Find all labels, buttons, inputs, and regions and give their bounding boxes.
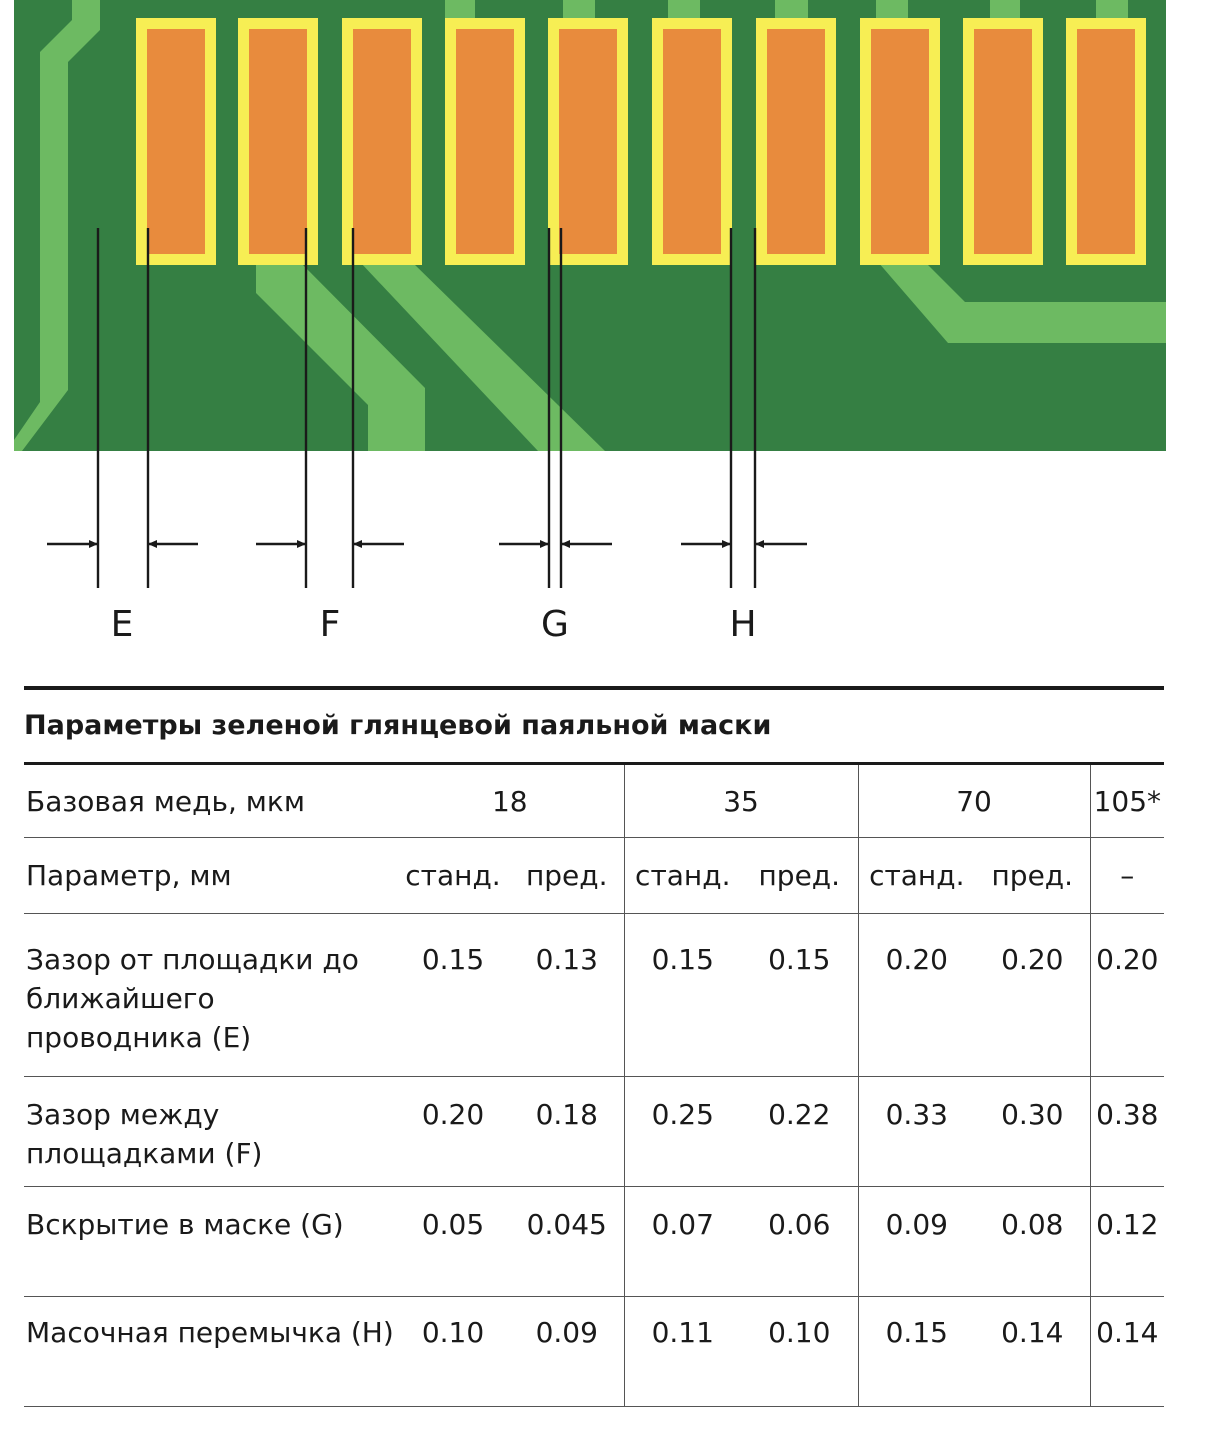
cell: 0.07	[624, 1187, 741, 1297]
cell: 0.09	[510, 1297, 624, 1407]
copper-pad	[663, 29, 721, 254]
arrowhead	[561, 540, 570, 548]
cell: 0.10	[396, 1297, 510, 1407]
lim-35: пред.	[741, 838, 858, 914]
cell: 0.15	[741, 914, 858, 1077]
table-row	[24, 914, 1164, 1077]
cell: 0.08	[975, 1187, 1090, 1297]
arrowhead	[540, 540, 549, 548]
solder-pad	[1066, 18, 1146, 265]
cell: 0.15	[858, 1297, 975, 1407]
solder-pad	[548, 18, 628, 265]
copper-pad	[147, 29, 205, 254]
copper-pad	[456, 29, 514, 254]
cell: 0.18	[510, 1077, 624, 1187]
table-row	[24, 1297, 1164, 1407]
dimension-label-g: G	[541, 604, 569, 645]
cell: 0.25	[624, 1077, 741, 1187]
cell: 0.11	[624, 1297, 741, 1407]
solder-mask-parameters	[24, 686, 1164, 1407]
cell: 0.20	[396, 1077, 510, 1187]
solder-pad	[963, 18, 1043, 265]
solder-pad	[756, 18, 836, 265]
row-name: Зазор от площадки до ближайшего проводника (E)	[24, 914, 396, 1077]
base-copper-row	[24, 765, 1164, 838]
solder-pad	[445, 18, 525, 265]
copper-pad	[353, 29, 411, 254]
dimension-label-f: F	[319, 604, 341, 645]
cell: 0.15	[396, 914, 510, 1077]
solder-pad	[342, 18, 422, 265]
param-header-row	[24, 838, 1164, 914]
row-name: Масочная перемычка (H)	[24, 1297, 396, 1407]
copper-105: 105*	[1090, 765, 1164, 838]
cell: 0.12	[1090, 1187, 1164, 1297]
copper-pad	[559, 29, 617, 254]
lim-18: пред.	[510, 838, 624, 914]
cell: 0.10	[741, 1297, 858, 1407]
copper-18: 18	[491, 784, 528, 818]
copper-35: 35	[624, 765, 858, 838]
solder-pad	[652, 18, 732, 265]
base-copper-label: Базовая медь, мкм	[26, 784, 305, 818]
cell: 0.13	[510, 914, 624, 1077]
arrowhead	[89, 540, 98, 548]
std-70: станд.	[858, 838, 975, 914]
dash-105: –	[1090, 838, 1164, 914]
cell: 0.15	[624, 914, 741, 1077]
arrowhead	[353, 540, 362, 548]
copper-pad	[767, 29, 825, 254]
table-row	[24, 1187, 1164, 1297]
param-label: Параметр, мм	[24, 838, 396, 914]
copper-pad	[249, 29, 307, 254]
cell: 0.14	[1090, 1297, 1164, 1407]
cell: 0.30	[975, 1077, 1090, 1187]
cell: 0.06	[741, 1187, 858, 1297]
row-name: Зазор между площадками (F)	[24, 1077, 396, 1187]
table-row	[24, 1077, 1164, 1187]
cell: 0.14	[975, 1297, 1090, 1407]
solder-pad	[238, 18, 318, 265]
copper-pad	[1077, 29, 1135, 254]
arrowhead	[722, 540, 731, 548]
arrowhead	[148, 540, 157, 548]
cell: 0.20	[975, 914, 1090, 1077]
solder-pad	[860, 18, 940, 265]
cell: 0.045	[510, 1187, 624, 1297]
lim-70: пред.	[975, 838, 1090, 914]
table-title: Параметры зеленой глянцевой паяльной маски	[24, 710, 772, 741]
copper-pad	[974, 29, 1032, 254]
cell: 0.33	[858, 1077, 975, 1187]
dimension-label-e: E	[110, 604, 134, 645]
solder-pad	[136, 18, 216, 265]
copper-pad	[871, 29, 929, 254]
pcb-solder-mask-diagram	[0, 0, 1208, 660]
arrowhead	[755, 540, 764, 548]
std-18: станд.	[396, 838, 510, 914]
cell: 0.20	[858, 914, 975, 1077]
std-35: станд.	[624, 838, 741, 914]
row-name: Вскрытие в маске (G)	[24, 1187, 396, 1297]
parameters-table	[24, 765, 1164, 1407]
dimension-label-h: H	[729, 604, 757, 645]
copper-70: 70	[858, 765, 1090, 838]
cell: 0.22	[741, 1077, 858, 1187]
cell: 0.05	[396, 1187, 510, 1297]
cell: 0.38	[1090, 1077, 1164, 1187]
cell: 0.09	[858, 1187, 975, 1297]
cell: 0.20	[1090, 914, 1164, 1077]
arrowhead	[297, 540, 306, 548]
